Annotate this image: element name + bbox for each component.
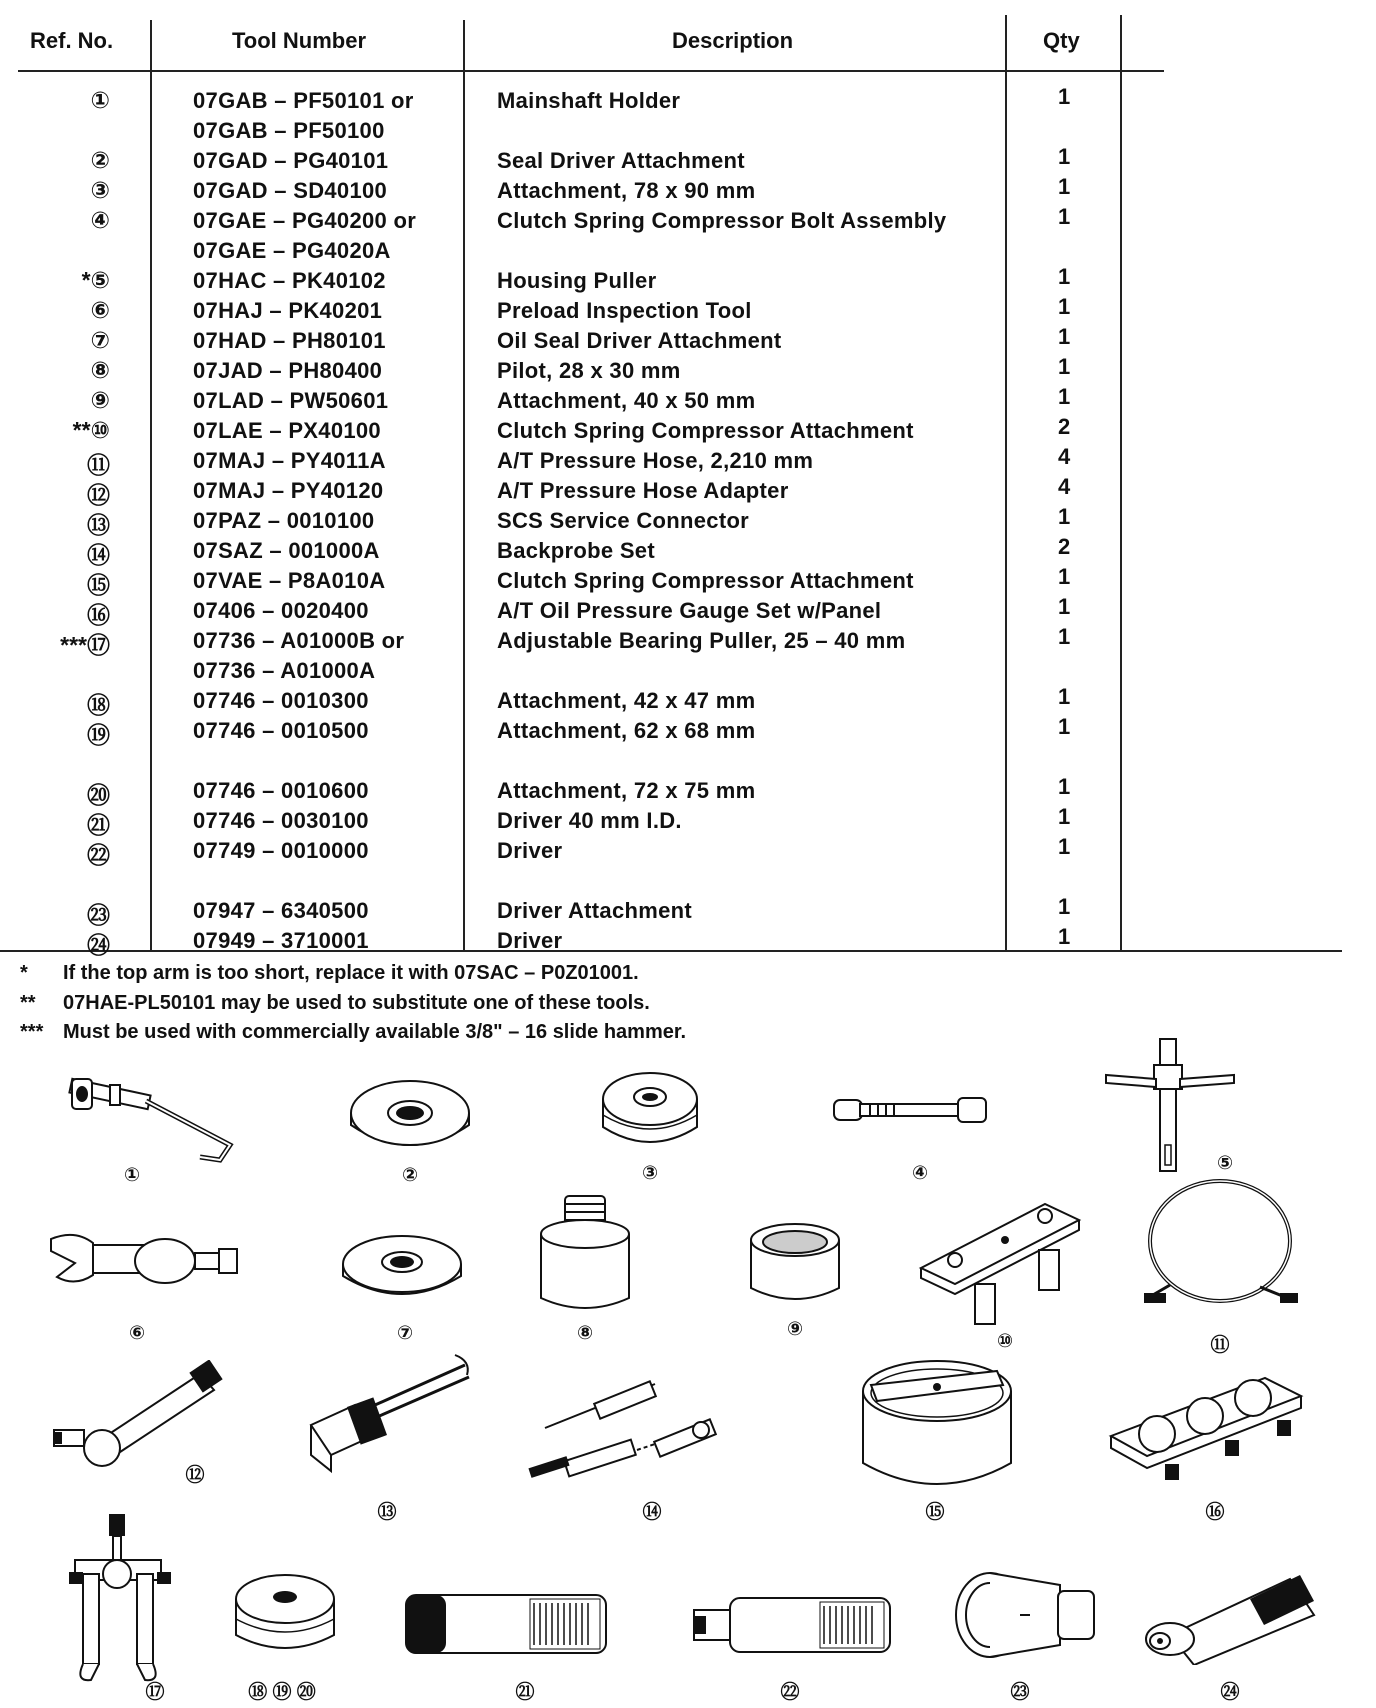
row-description: Clutch Spring Compressor Attachment [497, 568, 914, 593]
row-qty: 2 [1058, 534, 1071, 559]
row-description: Driver [497, 838, 563, 863]
row-description: Seal Driver Attachment [497, 148, 745, 173]
row-tool-number: 07GAE – PG4020A [193, 238, 391, 263]
tool-12-label: ⑫ [185, 1465, 205, 1486]
tool-24-label: ㉔ [1220, 1682, 1240, 1703]
tool-4-label: ④ [911, 1163, 929, 1184]
header-qty: Qty [1043, 28, 1080, 53]
footnote-mark: * [20, 962, 28, 984]
row-description: A/T Pressure Hose Adapter [497, 478, 789, 503]
tool-11-pressure-hose-figure [1140, 1175, 1300, 1325]
row-ref-no: ① [90, 87, 110, 113]
footnote-text: If the top arm is too short, replace it with 07SAC – P0Z01001. [63, 962, 639, 984]
row-ref-no: ***⑰ [60, 632, 110, 658]
tool-7-oil-seal-driver-figure [337, 1230, 467, 1310]
tool-4-compressor-bolt-figure [830, 1090, 990, 1130]
tool-9-attachment-figure [745, 1220, 845, 1310]
row-description: Housing Puller [497, 268, 657, 293]
row-tool-number: 07MAJ – PY4011A [193, 448, 386, 473]
tool-21-label: ㉑ [515, 1682, 535, 1703]
row-ref-no: ㉒ [87, 842, 110, 868]
row-qty: 1 [1058, 684, 1071, 709]
tool-3-label: ③ [641, 1163, 659, 1184]
tool-22-driver-figure [690, 1590, 900, 1660]
row-ref-no: ④ [90, 207, 110, 233]
tool-9-label: ⑨ [786, 1319, 804, 1340]
row-ref-no: ⑧ [90, 357, 110, 383]
row-description: Attachment, 78 x 90 mm [497, 178, 756, 203]
row-description: Driver Attachment [497, 898, 693, 923]
row-tool-number: 07947 – 6340500 [193, 898, 369, 923]
tool-14-backprobe-figure [525, 1370, 735, 1480]
row-ref-no: ㉑ [87, 812, 110, 838]
row-tool-number: 07746 – 0010300 [193, 688, 369, 713]
row-description: Preload Inspection Tool [497, 298, 752, 323]
row-qty: 1 [1058, 384, 1071, 409]
row-ref-no: ② [90, 147, 110, 173]
row-qty: 1 [1058, 894, 1071, 919]
tool-18-19-20-label: ⑱ ⑲ ⑳ [248, 1682, 316, 1703]
row-description: SCS Service Connector [497, 508, 750, 533]
row-tool-number: 07VAE – P8A010A [193, 568, 386, 593]
row-description: Pilot, 28 x 30 mm [497, 358, 681, 383]
row-tool-number: 07GAD – SD40100 [193, 178, 388, 203]
row-ref-no: ⑭ [87, 542, 110, 568]
row-qty: 1 [1058, 774, 1071, 799]
row-tool-number: 07HAJ – PK40201 [193, 298, 383, 323]
tool-6-label: ⑥ [128, 1323, 146, 1344]
tool-13-label: ⑬ [377, 1502, 397, 1523]
tool-3-attachment-figure [595, 1065, 705, 1165]
tool-12-hose-adapter-figure [50, 1360, 230, 1470]
row-ref-no: ⑪ [87, 452, 110, 478]
tool-10-label: ⑩ [996, 1331, 1014, 1352]
column-divider-3 [1005, 15, 1007, 950]
row-tool-number: 07JAD – PH80400 [193, 358, 383, 383]
column-divider-1 [150, 20, 152, 950]
row-qty: 1 [1058, 804, 1071, 829]
row-description: A/T Pressure Hose, 2,210 mm [497, 448, 814, 473]
footnote-mark: *** [20, 1021, 44, 1043]
row-description: Attachment, 42 x 47 mm [497, 688, 756, 713]
row-ref-no: **⑩ [72, 417, 110, 443]
tool-7-label: ⑦ [396, 1323, 414, 1344]
row-qty: 4 [1058, 444, 1071, 469]
tool-2-label: ② [401, 1165, 419, 1186]
row-qty: 1 [1058, 504, 1071, 529]
footnote-mark: ** [20, 992, 36, 1014]
header-rule [18, 70, 1164, 72]
row-tool-number: 07746 – 0030100 [193, 808, 369, 833]
row-description: Clutch Spring Compressor Attachment [497, 418, 914, 443]
tool-1-mainshaft-holder-figure [60, 1065, 240, 1175]
row-ref-no: ⑯ [87, 602, 110, 628]
tool-16-label: ⑯ [1205, 1502, 1225, 1523]
row-tool-number: 07GAE – PG40200 or [193, 208, 417, 233]
row-description: Clutch Spring Compressor Bolt Assembly [497, 208, 947, 233]
row-ref-no: ⑦ [90, 327, 110, 353]
row-ref-no: ㉓ [87, 902, 110, 928]
row-ref-no: ⑲ [87, 722, 110, 748]
tool-17-label: ⑰ [145, 1682, 165, 1703]
row-tool-number: 07HAC – PK40102 [193, 268, 386, 293]
row-tool-number: 07LAE – PX40100 [193, 418, 381, 443]
row-ref-no: ⑨ [90, 387, 110, 413]
row-qty: 1 [1058, 324, 1071, 349]
row-ref-no: ⑥ [90, 297, 110, 323]
header-description: Description [672, 28, 794, 53]
tool-22-label: ㉒ [780, 1682, 800, 1703]
row-qty: 1 [1058, 354, 1071, 379]
row-tool-number: 07406 – 0020400 [193, 598, 369, 623]
tool-1-label: ① [123, 1165, 141, 1186]
tool-24-driver-figure [1140, 1565, 1320, 1665]
tool-23-label: ㉓ [1010, 1682, 1030, 1703]
column-divider-4 [1120, 15, 1122, 950]
header-ref-no: Ref. No. [30, 28, 114, 53]
footnote-text: Must be used with commercially available 3/8" – 16 slide hammer. [63, 1021, 687, 1043]
tool-17-bearing-puller-figure [65, 1510, 175, 1690]
row-description: Attachment, 62 x 68 mm [497, 718, 756, 743]
row-qty: 1 [1058, 834, 1071, 859]
footnote-text: 07HAE-PL50101 may be used to substitute one of these tools. [63, 992, 650, 1014]
row-description: Oil Seal Driver Attachment [497, 328, 782, 353]
row-description: Mainshaft Holder [497, 88, 681, 113]
row-ref-no: ③ [90, 177, 110, 203]
row-qty: 1 [1058, 714, 1071, 739]
row-tool-number: 07HAD – PH80101 [193, 328, 386, 353]
tool-13-scs-connector-figure [305, 1345, 475, 1475]
row-ref-no: ⑮ [87, 572, 110, 598]
row-description: Attachment, 72 x 75 mm [497, 778, 756, 803]
row-qty: 1 [1058, 294, 1071, 319]
row-qty: 1 [1058, 924, 1071, 949]
row-tool-number: 07PAZ – 0010100 [193, 508, 375, 533]
row-ref-no: ⑬ [87, 512, 110, 538]
tool-8-pilot-figure [535, 1190, 635, 1320]
row-description: A/T Oil Pressure Gauge Set w/Panel [497, 598, 882, 623]
row-description: Driver [497, 928, 563, 953]
tool-18-19-20-attachment-figure [230, 1565, 340, 1665]
tool-2-seal-driver-figure [345, 1075, 475, 1165]
row-description: Adjustable Bearing Puller, 25 – 40 mm [497, 628, 906, 653]
row-ref-no: *⑤ [81, 267, 110, 293]
row-qty: 1 [1058, 594, 1071, 619]
row-tool-number: 07GAB – PF50100 [193, 118, 385, 143]
row-description: Backprobe Set [497, 538, 655, 563]
tool-10-compressor-attachment-figure [915, 1190, 1085, 1330]
row-qty: 2 [1058, 414, 1071, 439]
row-tool-number: 07736 – A01000A [193, 658, 376, 683]
tool-15-compressor-attachment-figure [857, 1355, 1017, 1495]
tool-15-label: ⑮ [925, 1502, 945, 1523]
row-tool-number: 07LAD – PW50601 [193, 388, 389, 413]
header-tool-number: Tool Number [232, 28, 367, 53]
row-qty: 1 [1058, 624, 1071, 649]
tool-11-label: ⑪ [1210, 1335, 1230, 1356]
row-tool-number: 07GAD – PG40101 [193, 148, 389, 173]
row-description: Driver 40 mm I.D. [497, 808, 682, 833]
row-tool-number: 07749 – 0010000 [193, 838, 369, 863]
tool-5-label: ⑤ [1216, 1153, 1234, 1174]
row-ref-no: ⑱ [87, 692, 110, 718]
row-qty: 1 [1058, 84, 1071, 109]
tool-8-label: ⑧ [576, 1323, 594, 1344]
row-tool-number: 07GAB – PF50101 or [193, 88, 414, 113]
row-qty: 1 [1058, 144, 1071, 169]
tool-23-driver-attachment-figure [950, 1565, 1100, 1665]
row-qty: 1 [1058, 204, 1071, 229]
tool-6-preload-inspection-figure [45, 1225, 245, 1295]
row-ref-no: ㉔ [87, 932, 110, 958]
tool-16-gauge-set-figure [1105, 1370, 1305, 1490]
row-tool-number: 07949 – 3710001 [193, 928, 369, 953]
tool-14-label: ⑭ [642, 1502, 662, 1523]
row-qty: 1 [1058, 564, 1071, 589]
row-description: Attachment, 40 x 50 mm [497, 388, 756, 413]
tool-21-driver-figure [400, 1585, 620, 1665]
row-ref-no: ⑫ [87, 482, 110, 508]
row-tool-number: 07746 – 0010500 [193, 718, 369, 743]
row-tool-number: 07736 – A01000B or [193, 628, 405, 653]
row-tool-number: 07MAJ – PY40120 [193, 478, 384, 503]
column-divider-2 [463, 20, 465, 950]
row-tool-number: 07SAZ – 001000A [193, 538, 380, 563]
row-qty: 4 [1058, 474, 1071, 499]
row-tool-number: 07746 – 0010600 [193, 778, 369, 803]
row-ref-no: ⑳ [87, 782, 110, 808]
row-qty: 1 [1058, 264, 1071, 289]
row-qty: 1 [1058, 174, 1071, 199]
